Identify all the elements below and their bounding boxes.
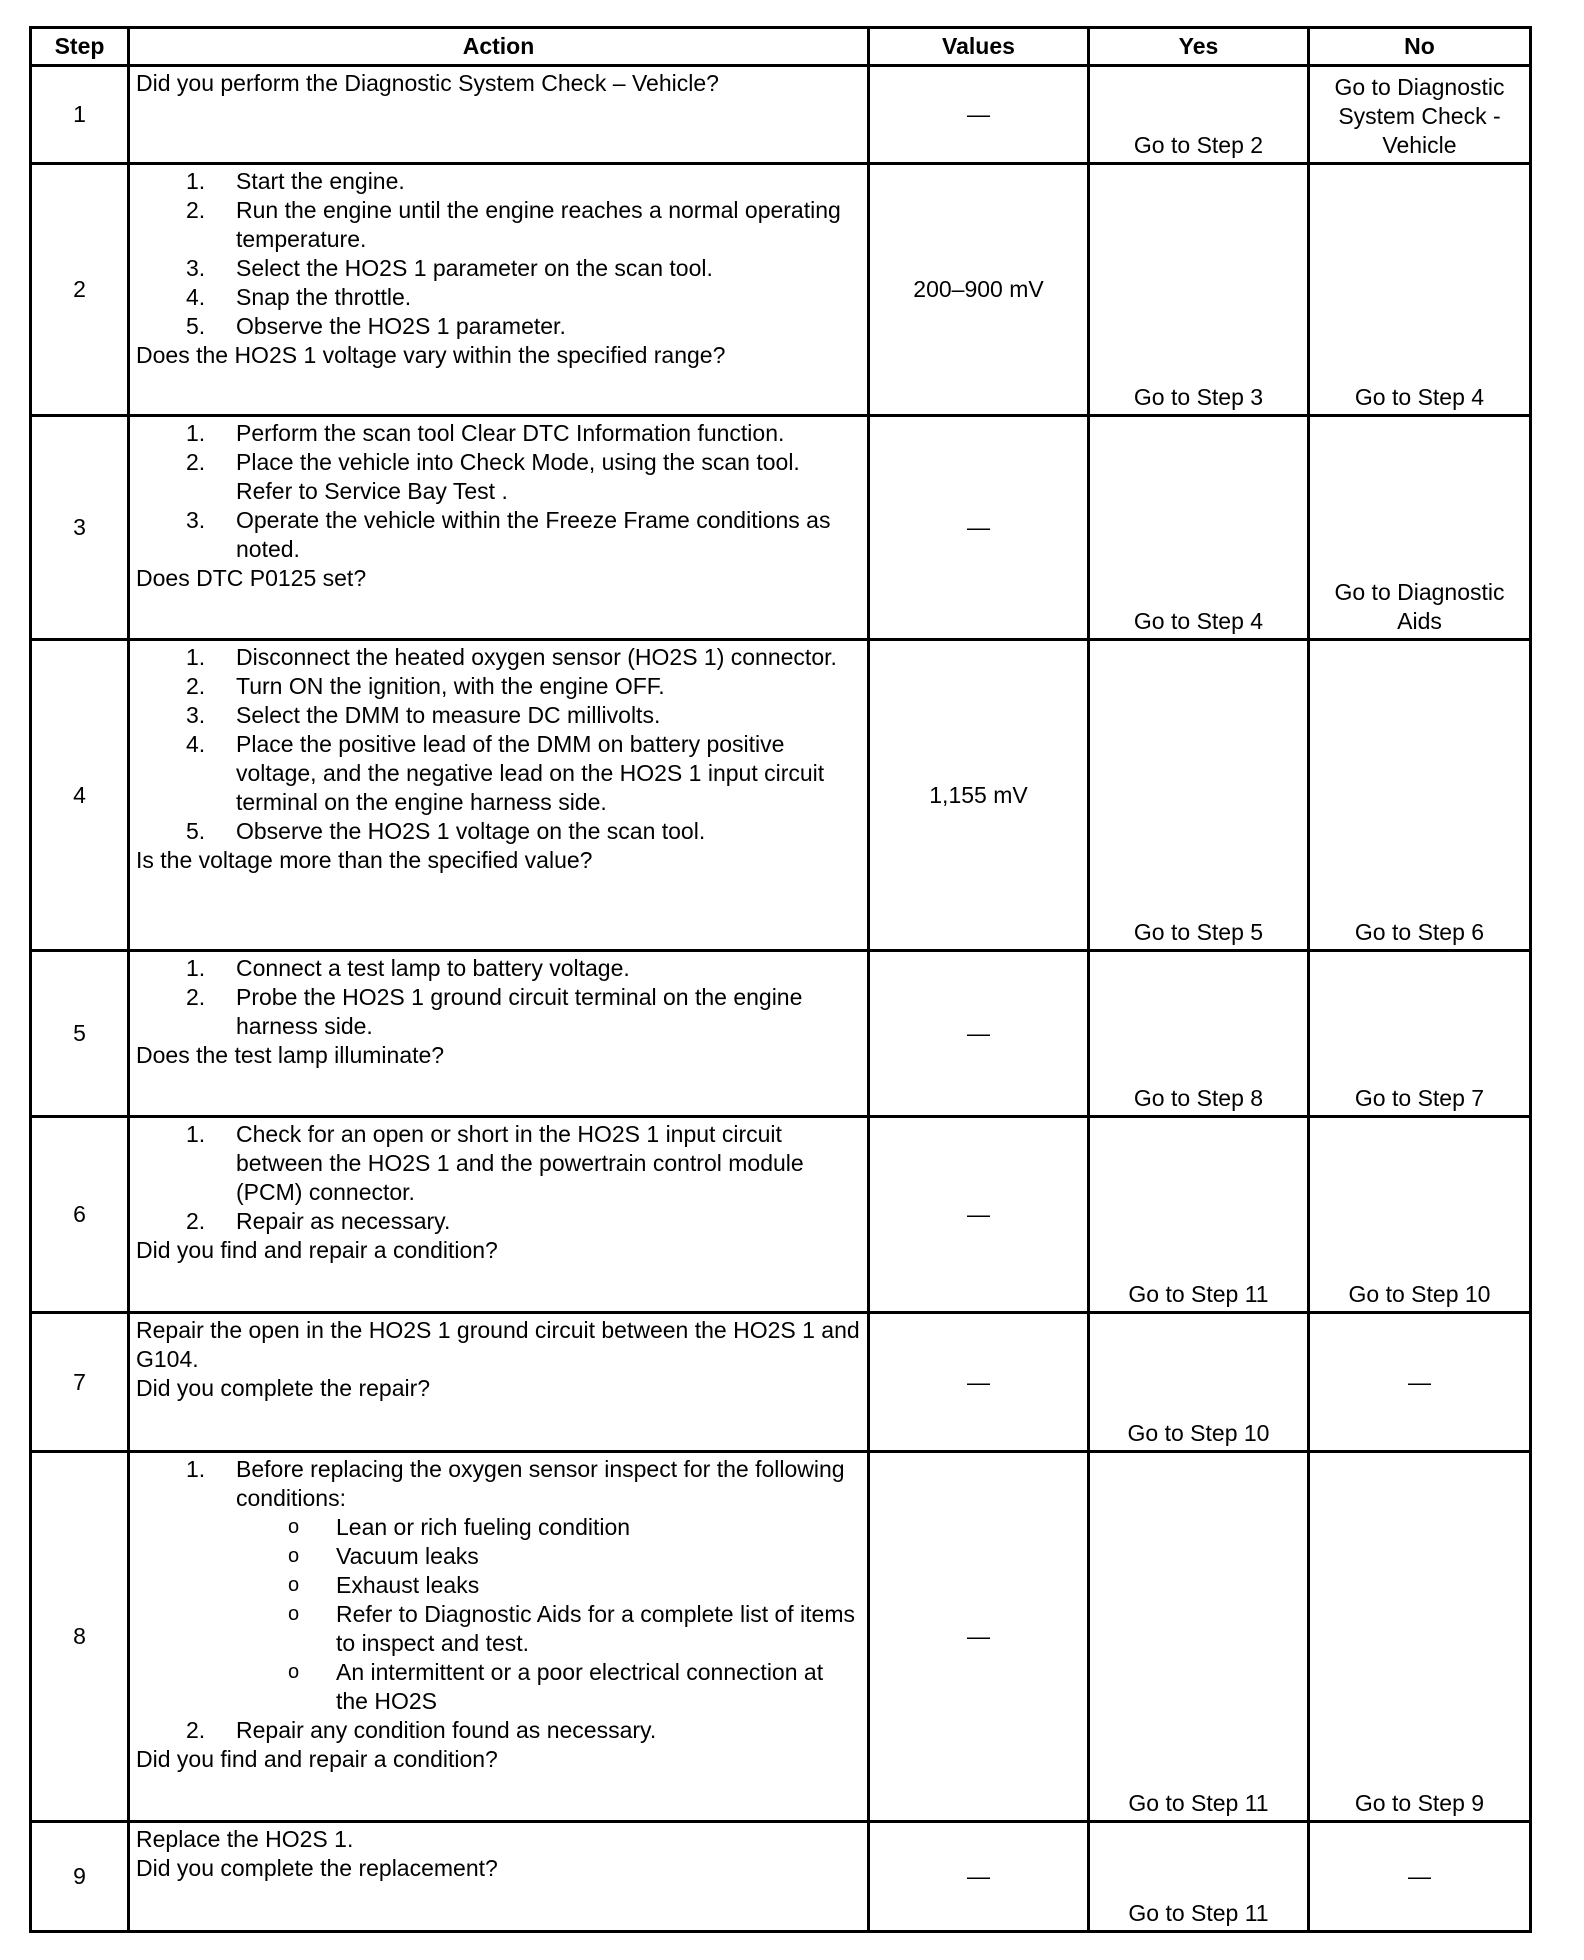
action-main	[136, 1316, 861, 1374]
condition-text: Exhaust leaks	[336, 1572, 480, 1598]
action-content	[136, 1825, 861, 1927]
procedure-item-text: Repair as necessary.	[236, 1208, 451, 1234]
procedure-item-text: Place the vehicle into Check Mode, using the scan tool. Refer to Service Bay Test .	[236, 449, 800, 504]
action-content	[136, 643, 861, 946]
procedure-item-number: 2.	[186, 984, 206, 1010]
values-cell: 200–900 mV	[869, 164, 1089, 416]
procedure-item	[136, 817, 861, 846]
procedure-item	[136, 1207, 861, 1236]
procedure-item-number: 1.	[186, 168, 206, 194]
action-main	[136, 1455, 861, 1745]
values-cell: 1,155 mV	[869, 640, 1089, 951]
table-row	[31, 1313, 1531, 1452]
table-row	[31, 951, 1531, 1117]
action-main	[136, 167, 861, 341]
procedure-item-number: 1.	[186, 1121, 206, 1147]
procedure-item-text: Operate the vehicle within the Freeze Frame conditions as noted.	[236, 507, 831, 562]
bullet-icon: o	[288, 1603, 300, 1625]
procedure-list	[136, 1455, 861, 1745]
action-content	[136, 419, 861, 635]
values-cell: —	[869, 1452, 1089, 1822]
action-question: Does the test lamp illuminate?	[136, 1042, 445, 1068]
procedure-item	[136, 672, 861, 701]
step-number: 9	[31, 1822, 129, 1932]
values-cell: —	[869, 1117, 1089, 1313]
values-cell: —	[869, 951, 1089, 1117]
condition-item	[236, 1571, 861, 1600]
action-main	[136, 419, 861, 564]
action-content	[136, 1455, 861, 1817]
table-row	[31, 1452, 1531, 1822]
bullet-icon: o	[288, 1574, 300, 1596]
procedure-item-text: Turn ON the ignition, with the engine OFF.	[236, 673, 665, 699]
action-main	[136, 643, 861, 846]
bullet-icon: o	[288, 1545, 300, 1567]
procedure-item-number: 1.	[186, 644, 206, 670]
no-cell: Go to Step 7	[1309, 951, 1531, 1117]
procedure-item	[136, 730, 861, 817]
table-body	[31, 66, 1531, 1932]
procedure-item-text: Place the positive lead of the DMM on battery positive voltage, and the negative lead on the HO2S 1 input circuit terminal on the engine harness side.	[236, 731, 825, 815]
step-number: 7	[31, 1313, 129, 1452]
procedure-list	[136, 167, 861, 341]
action-main	[136, 1120, 861, 1236]
procedure-item-text: Probe the HO2S 1 ground circuit terminal on the engine harness side.	[236, 984, 803, 1039]
action-cell	[129, 640, 869, 951]
no-cell: Go to Step 4	[1309, 164, 1531, 416]
yes-cell: Go to Step 4	[1089, 416, 1309, 640]
procedure-item-number: 1.	[186, 955, 206, 981]
procedure-item	[136, 167, 861, 196]
no-cell: Go to Diagnostic System Check - Vehicle	[1309, 66, 1531, 164]
procedure-item-number: 3.	[186, 507, 206, 533]
step-number: 2	[31, 164, 129, 416]
action-main	[136, 1825, 861, 1854]
procedure-item-text: Disconnect the heated oxygen sensor (HO2S 1) connector.	[236, 644, 837, 670]
action-content	[136, 69, 861, 159]
procedure-item	[136, 506, 861, 564]
procedure-item-number: 4.	[186, 284, 206, 310]
procedure-item-text: Before replacing the oxygen sensor inspect for the following conditions:	[236, 1456, 845, 1511]
yes-cell: Go to Step 5	[1089, 640, 1309, 951]
procedure-item-text: Observe the HO2S 1 voltage on the scan tool.	[236, 818, 706, 844]
table-row	[31, 1822, 1531, 1932]
procedure-item	[136, 1120, 861, 1207]
action-cell	[129, 1313, 869, 1452]
table-row	[31, 416, 1531, 640]
action-content	[136, 1120, 861, 1308]
no-cell: —	[1309, 1313, 1531, 1452]
action-question: Does the HO2S 1 voltage vary within the specified range?	[136, 342, 726, 368]
action-cell	[129, 66, 869, 164]
yes-cell: Go to Step 3	[1089, 164, 1309, 416]
header-values: Values	[869, 28, 1089, 66]
header-row	[31, 28, 1531, 66]
no-cell: Go to Step 6	[1309, 640, 1531, 951]
procedure-item	[136, 448, 861, 506]
procedure-item-number: 2.	[186, 197, 206, 223]
action-cell	[129, 416, 869, 640]
procedure-item	[136, 701, 861, 730]
procedure-item-number: 2.	[186, 449, 206, 475]
condition-text: Refer to Diagnostic Aids for a complete list of items to inspect and test.	[336, 1601, 855, 1656]
procedure-item-text: Connect a test lamp to battery voltage.	[236, 955, 630, 981]
header-no: No	[1309, 28, 1531, 66]
header-yes: Yes	[1089, 28, 1309, 66]
no-cell: Go to Step 9	[1309, 1452, 1531, 1822]
condition-item	[236, 1513, 861, 1542]
procedure-item-text: Select the DMM to measure DC millivolts.	[236, 702, 661, 728]
procedure-item	[136, 196, 861, 254]
no-cell: —	[1309, 1822, 1531, 1932]
procedure-item-text: Start the engine.	[236, 168, 405, 194]
action-content	[136, 167, 861, 411]
action-main	[136, 954, 861, 1041]
yes-cell: Go to Step 8	[1089, 951, 1309, 1117]
action-cell	[129, 164, 869, 416]
action-cell	[129, 951, 869, 1117]
values-cell: —	[869, 1822, 1089, 1932]
procedure-item	[136, 283, 861, 312]
action-cell	[129, 1452, 869, 1822]
procedure-item-text: Check for an open or short in the HO2S 1 input circuit between the HO2S 1 and the powertrain control module (PCM) connector.	[236, 1121, 804, 1205]
procedure-item	[136, 643, 861, 672]
procedure-item	[136, 1455, 861, 1716]
procedure-list	[136, 643, 861, 846]
values-cell: —	[869, 1313, 1089, 1452]
procedure-item-number: 3.	[186, 702, 206, 728]
bullet-icon: o	[288, 1661, 300, 1683]
procedure-item	[136, 1716, 861, 1745]
action-question: Is the voltage more than the specified value?	[136, 847, 593, 873]
procedure-list	[136, 954, 861, 1041]
condition-item	[236, 1658, 861, 1716]
procedure-list	[136, 419, 861, 564]
procedure-item-number: 2.	[186, 1208, 206, 1234]
header-action: Action	[129, 28, 869, 66]
action-content	[136, 954, 861, 1112]
action-question: Does DTC P0125 set?	[136, 565, 367, 591]
values-cell: —	[869, 416, 1089, 640]
condition-item	[236, 1600, 861, 1658]
action-intro: Replace the HO2S 1.	[136, 1826, 354, 1852]
yes-cell: Go to Step 10	[1089, 1313, 1309, 1452]
procedure-item	[136, 312, 861, 341]
procedure-item-number: 2.	[186, 673, 206, 699]
procedure-item	[136, 954, 861, 983]
action-intro: Repair the open in the HO2S 1 ground circuit between the HO2S 1 and G104.	[136, 1317, 860, 1372]
procedure-item-number: 1.	[186, 1456, 206, 1482]
condition-item	[236, 1542, 861, 1571]
action-question: Did you find and repair a condition?	[136, 1746, 498, 1772]
procedure-item-text: Perform the scan tool Clear DTC Information function.	[236, 420, 785, 446]
step-number: 4	[31, 640, 129, 951]
procedure-item-number: 2.	[186, 1717, 206, 1743]
procedure-item-number: 3.	[186, 255, 206, 281]
step-number: 1	[31, 66, 129, 164]
header-step: Step	[31, 28, 129, 66]
step-number: 8	[31, 1452, 129, 1822]
procedure-item	[136, 983, 861, 1041]
action-question: Did you complete the repair?	[136, 1375, 431, 1401]
procedure-item-text: Repair any condition found as necessary.	[236, 1717, 657, 1743]
procedure-item-number: 5.	[186, 818, 206, 844]
condition-text: Vacuum leaks	[336, 1543, 479, 1569]
procedure-item-text: Run the engine until the engine reaches a normal operating temperature.	[236, 197, 841, 252]
procedure-item-number: 5.	[186, 313, 206, 339]
step-number: 3	[31, 416, 129, 640]
values-cell: —	[869, 66, 1089, 164]
table-row	[31, 640, 1531, 951]
condition-list	[236, 1513, 861, 1716]
procedure-list	[136, 1120, 861, 1236]
yes-cell: Go to Step 2	[1089, 66, 1309, 164]
procedure-item-number: 1.	[186, 420, 206, 446]
procedure-item-text: Select the HO2S 1 parameter on the scan tool.	[236, 255, 713, 281]
yes-cell: Go to Step 11	[1089, 1822, 1309, 1932]
procedure-item-number: 4.	[186, 731, 206, 757]
table-row	[31, 164, 1531, 416]
table-row	[31, 66, 1531, 164]
action-cell	[129, 1117, 869, 1313]
action-main	[136, 69, 861, 98]
condition-text: An intermittent or a poor electrical connection at the HO2S	[336, 1659, 824, 1714]
yes-cell: Go to Step 11	[1089, 1117, 1309, 1313]
action-cell	[129, 1822, 869, 1932]
procedure-item	[136, 254, 861, 283]
table-row	[31, 1117, 1531, 1313]
bullet-icon: o	[288, 1516, 300, 1538]
procedure-item-text: Snap the throttle.	[236, 284, 412, 310]
condition-text: Lean or rich fueling condition	[336, 1514, 631, 1540]
diagnostic-table	[29, 26, 1532, 1933]
procedure-item-text: Observe the HO2S 1 parameter.	[236, 313, 566, 339]
procedure-item	[136, 419, 861, 448]
no-cell: Go to Step 10	[1309, 1117, 1531, 1313]
step-number: 6	[31, 1117, 129, 1313]
action-content	[136, 1316, 861, 1447]
action-question: Did you complete the replacement?	[136, 1855, 498, 1881]
yes-cell: Go to Step 11	[1089, 1452, 1309, 1822]
step-number: 5	[31, 951, 129, 1117]
no-cell: Go to Diagnostic Aids	[1309, 416, 1531, 640]
action-question: Did you find and repair a condition?	[136, 1237, 498, 1263]
action-intro: Did you perform the Diagnostic System Check – Vehicle?	[136, 70, 719, 96]
